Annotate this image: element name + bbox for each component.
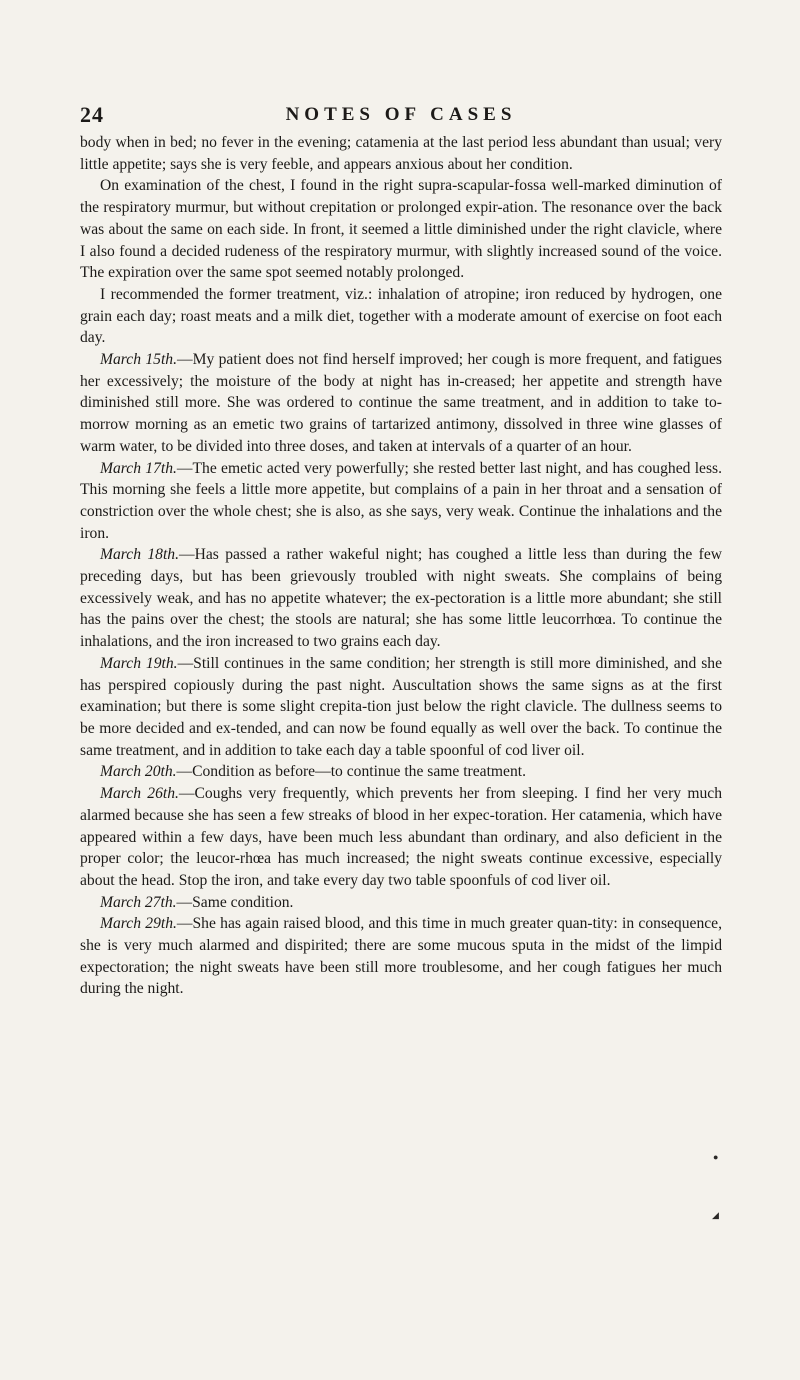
dated-entry <box>80 761 722 783</box>
dated-entry <box>80 892 722 914</box>
dated-entry <box>80 349 722 458</box>
page-header <box>80 96 722 132</box>
print-speck: ● <box>713 1152 719 1162</box>
dated-entry <box>80 783 722 892</box>
paragraph <box>80 284 722 349</box>
entry-date: March 26th. <box>100 785 179 803</box>
page-number: 24 <box>80 102 104 127</box>
entry-date: March 19th. <box>100 654 178 672</box>
entry-date: March 17th. <box>100 459 177 477</box>
entry-date: March 29th. <box>100 915 177 933</box>
entry-text: —My patient does not find herself improved; her cough is more frequent, and fatigues her excessively; the moisture of the body at night has in-creased; her appetite and strength have diminished still more. She was ordered to continue the same treatment, and in addition to take to-morrow morning as an emetic two grains of tartarized antimony, dissolved in three wine glasses of warm water, to be divided into three doses, and taken at intervals of a quarter of an hour. <box>80 351 722 455</box>
entry-text: —Has passed a rather wakeful night; has coughed a little less than during the few preceding days, but has been grievously troubled with night sweats. She complains of being excessively weak, and has no appetite whatever; the ex-pectoration is a little more abundant; she still has the pains over the chest; the stools are natural; she has some little leucorrhœa. To continue the inhalations, and the iron increased to two grains each day. <box>80 546 723 651</box>
running-title: NOTES OF CASES <box>285 104 517 125</box>
print-speck: ◢ <box>712 1210 719 1220</box>
entry-text: —The emetic acted very powerfully; she rested better last night, and has coughed less. This morning she feels a little more appetite, but complains of a pain in her throat and a sensation of constriction over the whole chest; she is also, as she says, very weak. Continue the inhalations and the iron. <box>80 459 723 542</box>
entry-date: March 15th. <box>100 351 177 369</box>
entry-text: —She has again raised blood, and this time in much greater quan-tity: in consequence, she is very much alarmed and dispirited; there are some mucous sputa in the midst of the limpid expectoration; the night sweats have been still more troublesome, and her cough fatigues her much during the night. <box>80 915 722 998</box>
paragraph <box>80 175 722 284</box>
entry-date: March 20th. <box>100 763 177 781</box>
paragraph-text: On examination of the chest, I found in the right supra-scapular-fossa well-marked diminution of the respiratory murmur, but without crepitation or prolonged expir-ation. The resonance over the back was about the same on each side. In front, it seemed a little diminished under the right clavicle, where I also found a decided rudeness of the respiratory murmur, with slightly increased sound of the voice. The expiration over the same spot seemed notably prolonged. <box>80 177 722 282</box>
book-page <box>80 96 722 1000</box>
dated-entry <box>80 544 722 653</box>
dated-entry <box>80 653 722 762</box>
paragraph-text: I recommended the former treatment, viz.: inhalation of atropine; iron reduced by hydrogen, one grain each day; roast meats and a milk diet, together with a moderate amount of exercise on foot each day. <box>80 285 722 347</box>
body-text <box>80 132 722 1000</box>
entry-text: —Same condition. <box>176 893 294 911</box>
dated-entry <box>80 913 722 1000</box>
entry-date: March 18th. <box>100 546 179 564</box>
paragraph <box>80 132 722 175</box>
paragraph-text: body when in bed; no fever in the evening; catamenia at the last period less abundant than usual; very little appetite; says she is very feeble, and appears anxious about her condition. <box>80 134 722 173</box>
entry-text: —Still continues in the same condition; her strength is still more diminished, and she has perspired copiously during the past night. Auscultation shows the same signs as at the first examination; but there is some slight crepita-tion just below the right clavicle. The dullness seems to be more decided and ex-tended, and can now be found equally as well over the back. To continue the same treatment, and in addition to take each day a table spoonful of cod liver oil. <box>80 654 722 759</box>
entry-text: —Condition as before—to continue the same treatment. <box>176 763 526 781</box>
dated-entry <box>80 458 722 545</box>
entry-text: —Coughs very frequently, which prevents her from sleeping. I find her very much alarmed because she has seen a few streaks of blood in her expec-toration. Her catamenia, which have appeared within a few days, have been much less abundant than ordinary, and also deficient in the proper color; the leucor-rhœa has much increased; the night sweats continue excessive, especially about the head. Stop the iron, and take every day two table spoonfuls of cod liver oil. <box>80 785 722 889</box>
entry-date: March 27th. <box>100 893 177 911</box>
